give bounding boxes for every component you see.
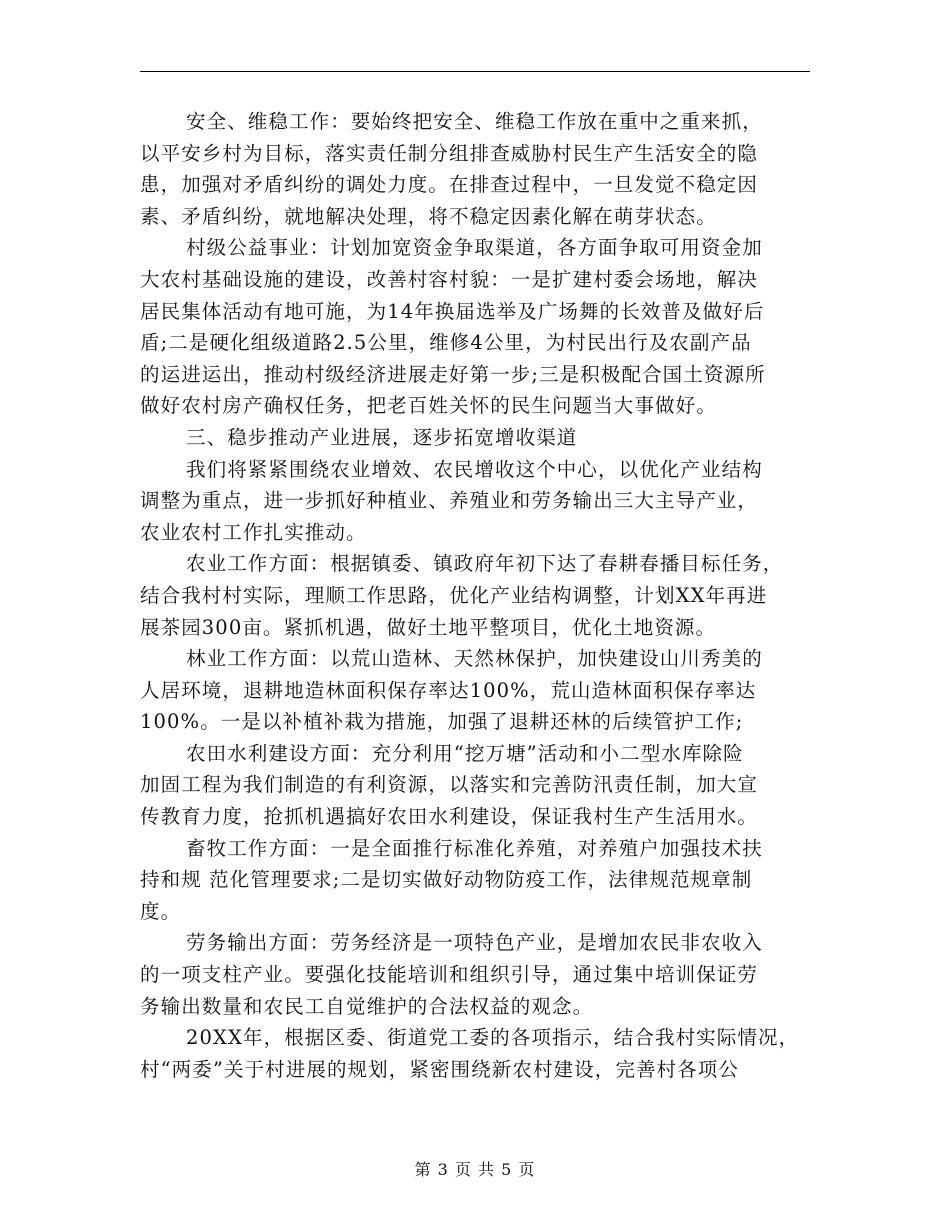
text-line: 结合我村村实际，理顺工作思路，优化产业结构调整，计划XX年再进 bbox=[140, 583, 768, 607]
text-line: 林业工作方面：以荒山造林、天然林保护，加快建设山川秀美的 bbox=[186, 647, 763, 671]
text-line: 农业农村工作扎实推动。 bbox=[140, 520, 367, 544]
text-line: 安全、维稳工作：要始终把安全、维稳工作放在重中之重来抓， bbox=[186, 110, 763, 133]
text-line: 持和规 范化管理要求;二是切实做好动物防疫工作，法律规范规章制 bbox=[140, 868, 753, 892]
text-line: 的一项支柱产业。要强化技能培训和组织引导，通过集中培训保证劳 bbox=[140, 963, 759, 987]
text-line: 三、稳步推动产业进展，逐步拓宽增收渠道 bbox=[186, 425, 578, 449]
text-line: 村级公益事业：计划加宽资金争取渠道，各方面争取可用资金加 bbox=[186, 236, 763, 260]
text-line: 调整为重点，进一步抓好种植业、养殖业和劳务输出三大主导产业， bbox=[140, 489, 759, 513]
text-line: 20XX年，根据区委、街道党工委的各项指示，结合我村实际情况， bbox=[186, 1026, 800, 1050]
text-line: 以平安乡村为目标，落实责任制分组排查威胁村民生产生活安全的隐 bbox=[140, 141, 759, 165]
text-line: 传教育力度，抢抓机遇搞好农田水利建设，保证我村生产生活用水。 bbox=[140, 805, 759, 829]
text-line: 农田水利建设方面：充分利用“挖万塘”活动和小二型水库除险 bbox=[186, 741, 744, 765]
text-line: 村“两委”关于村进展的规划，紧密围绕新农村建设，完善村各项公 bbox=[140, 1057, 739, 1081]
text-line: 做好农村房产确权任务，把老百姓关怀的民生问题当大事做好。 bbox=[140, 394, 717, 418]
text-line: 100%。一是以补植补栽为措施，加强了退耕还林的后续管护工作; bbox=[140, 710, 744, 734]
text-line: 务输出数量和农民工自觉维护的合法权益的观念。 bbox=[140, 994, 594, 1018]
text-line: 加固工程为我们制造的有利资源，以落实和完善防汛责任制，加大宣 bbox=[140, 773, 759, 797]
text-line: 盾;二是硬化组级道路2.5公里，维修4公里，为村民出行及农副产品 bbox=[140, 331, 752, 355]
text-line: 的运进运出，推动村级经济进展走好第一步;三是积极配合国土资源所 bbox=[140, 362, 766, 386]
header-rule bbox=[140, 71, 810, 72]
text-line: 患，加强对矛盾纠纷的调处力度。在排查过程中，一旦发觉不稳定因 bbox=[140, 173, 759, 197]
page-footer: 第 3 页 共 5 页 bbox=[414, 1160, 536, 1179]
text-line: 畜牧工作方面：一是全面推行标准化养殖，对养殖户加强技术扶 bbox=[186, 836, 763, 860]
text-line: 大农村基础设施的建设，改善村容村貌：一是扩建村委会场地，解决 bbox=[140, 267, 759, 291]
text-line: 农业工作方面：根据镇委、镇政府年初下达了春耕春播目标任务， bbox=[186, 552, 784, 576]
document-body bbox=[140, 106, 812, 1085]
text-line: 人居环境，退耕地造林面积保存率达100%，荒山造林面积保存率达 bbox=[140, 678, 757, 702]
text-line: 我们将紧紧围绕农业增效、农民增收这个中心，以优化产业结构 bbox=[186, 457, 763, 481]
text-line: 素、矛盾纠纷，就地解决处理，将不稳定因素化解在萌芽状态。 bbox=[140, 204, 717, 228]
text-line: 居民集体活动有地可施，为14年换届选举及广场舞的长效普及做好后 bbox=[140, 299, 765, 323]
text-line: 度。 bbox=[140, 899, 182, 923]
text-line: 劳务输出方面：劳务经济是一项特色产业，是增加农民非农收入 bbox=[186, 931, 763, 955]
text-line: 展茶园300亩。紧抓机遇，做好土地平整项目，优化土地资源。 bbox=[140, 615, 717, 639]
